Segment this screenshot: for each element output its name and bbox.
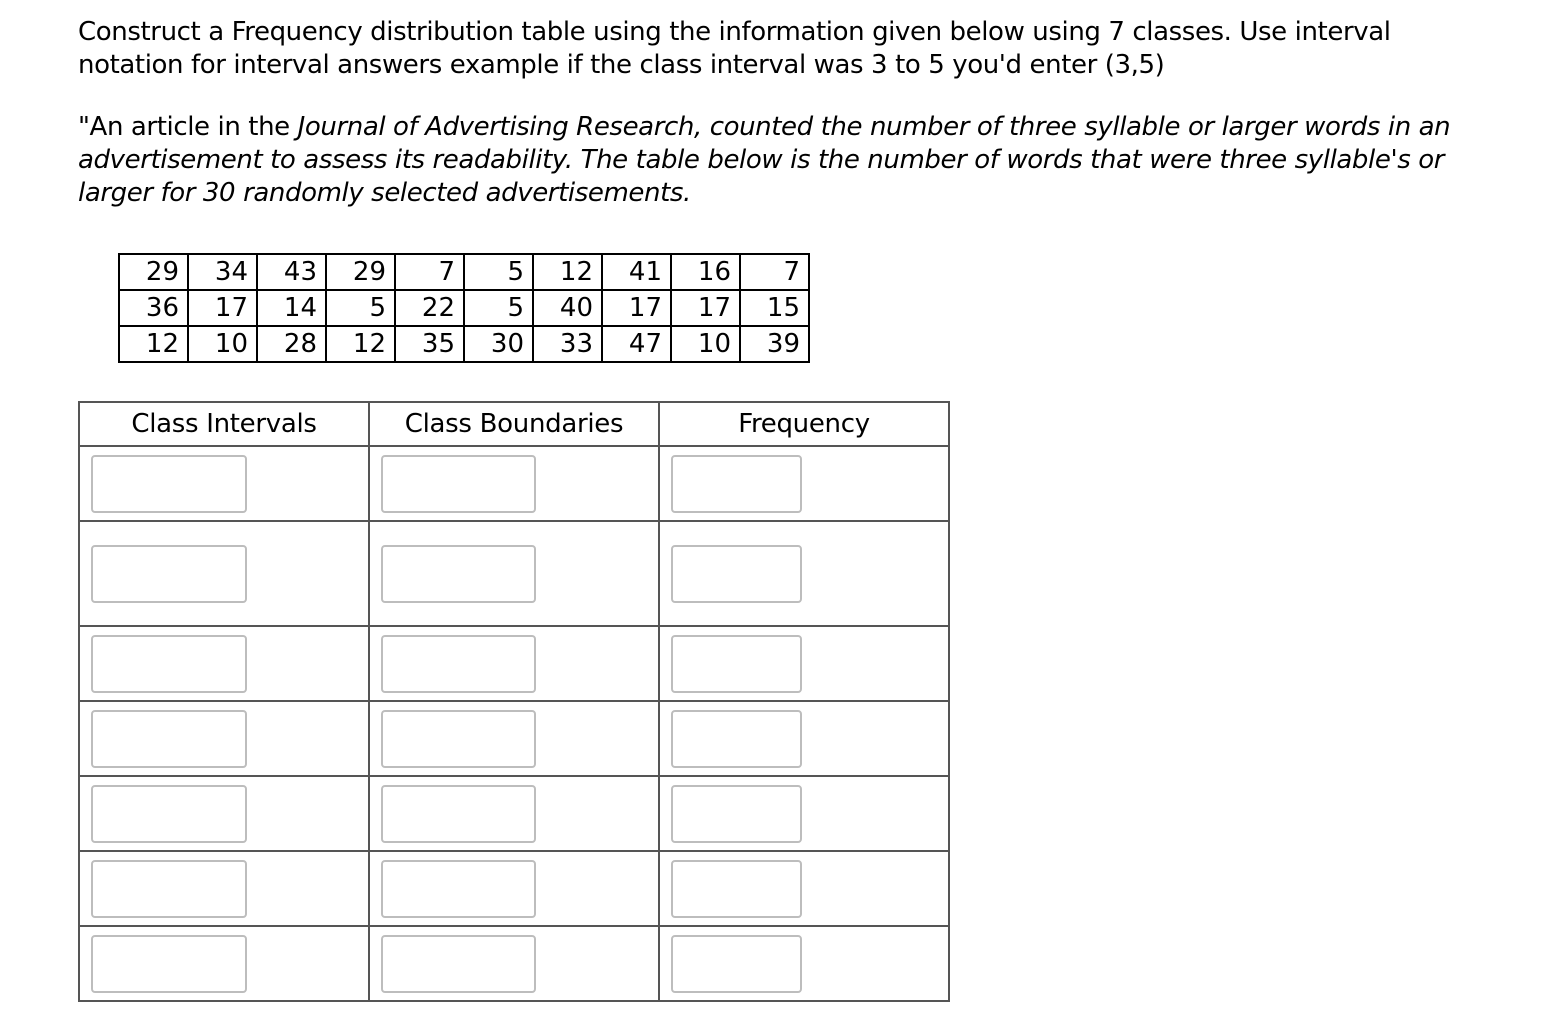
frequency-table-row [79,626,949,701]
frequency-table-cell [79,776,369,851]
data-table-cell: 10 [671,326,740,362]
header-class-boundaries: Class Boundaries [369,402,659,446]
data-table-row [119,254,809,290]
data-table-cell: 33 [533,326,602,362]
data-table-body [119,254,809,362]
frequency-input[interactable] [671,545,802,603]
frequency-table-row [79,521,949,626]
frequency-table-cell [659,776,949,851]
data-table-cell: 12 [533,254,602,290]
frequency-table-row [79,701,949,776]
frequency-table-cell [659,446,949,521]
class-interval-input[interactable] [91,935,247,993]
frequency-table-cell [369,776,659,851]
frequency-input[interactable] [671,860,802,918]
frequency-table-header-row [79,402,949,446]
frequency-input[interactable] [671,935,802,993]
frequency-table-cell [369,446,659,521]
data-table-cell: 29 [119,254,188,290]
data-table-cell: 17 [671,290,740,326]
class-boundary-input[interactable] [381,785,536,843]
data-table-cell: 12 [326,326,395,362]
frequency-table-cell [369,851,659,926]
class-interval-input[interactable] [91,860,247,918]
frequency-table-cell [79,851,369,926]
frequency-table [78,401,950,1002]
frequency-table-cell [659,701,949,776]
class-boundary-input[interactable] [381,710,536,768]
data-table-cell: 35 [395,326,464,362]
data-table-cell: 5 [326,290,395,326]
data-table-cell: 28 [257,326,326,362]
frequency-input[interactable] [671,710,802,768]
frequency-table-body [79,446,949,1001]
class-boundary-input[interactable] [381,455,536,513]
frequency-input[interactable] [671,635,802,693]
data-table-cell: 5 [464,290,533,326]
data-table-cell: 34 [188,254,257,290]
frequency-table-cell [659,521,949,626]
data-table-cell: 14 [257,290,326,326]
data-table-cell: 17 [602,290,671,326]
frequency-table-cell [369,926,659,1001]
data-table-cell: 29 [326,254,395,290]
frequency-table-cell [659,926,949,1001]
data-table-cell: 7 [740,254,809,290]
frequency-table-row [79,446,949,521]
class-interval-input[interactable] [91,455,247,513]
data-table-cell: 39 [740,326,809,362]
data-table-cell: 22 [395,290,464,326]
data-table [118,253,810,363]
class-interval-input[interactable] [91,545,247,603]
data-table-cell: 7 [395,254,464,290]
class-boundary-input[interactable] [381,860,536,918]
frequency-table-row [79,851,949,926]
frequency-input[interactable] [671,455,802,513]
article-italic-text: Journal of Advertising Research, counted the number of three syllable or larger words in an advertisement to assess its readability. The table below is the number of words that were three syllable's or larger for 30 randomly selected advertisements. [78,112,1451,208]
article-prefix: "An article in the [78,112,298,142]
frequency-table-cell [79,926,369,1001]
data-table-cell: 43 [257,254,326,290]
data-table-cell: 17 [188,290,257,326]
data-table-cell: 41 [602,254,671,290]
class-interval-input[interactable] [91,635,247,693]
header-class-intervals: Class Intervals [79,402,369,446]
frequency-table-row [79,926,949,1001]
class-boundary-input[interactable] [381,545,536,603]
data-table-cell: 5 [464,254,533,290]
class-interval-input[interactable] [91,785,247,843]
data-table-cell: 16 [671,254,740,290]
article-text [78,111,1498,210]
instructions-text: Construct a Frequency distribution table using the information given below using 7 classes. Use interval notation for interval answers example if the class interval was 3 to 5 you'd enter (3,5) [78,17,1391,80]
frequency-table-cell [79,701,369,776]
data-table-row [119,326,809,362]
frequency-table-cell [79,521,369,626]
frequency-table-cell [369,626,659,701]
header-frequency: Frequency [659,402,949,446]
frequency-table-cell [659,626,949,701]
data-table-cell: 12 [119,326,188,362]
data-table-cell: 30 [464,326,533,362]
frequency-table-cell [79,626,369,701]
class-boundary-input[interactable] [381,635,536,693]
class-boundary-input[interactable] [381,935,536,993]
frequency-table-cell [369,521,659,626]
data-table-row [119,290,809,326]
data-table-cell: 40 [533,290,602,326]
data-table-cell: 36 [119,290,188,326]
frequency-input[interactable] [671,785,802,843]
class-interval-input[interactable] [91,710,247,768]
data-table-cell: 15 [740,290,809,326]
data-table-cell: 47 [602,326,671,362]
frequency-table-cell [659,851,949,926]
frequency-table-cell [369,701,659,776]
data-table-cell: 10 [188,326,257,362]
frequency-table-cell [79,446,369,521]
frequency-table-row [79,776,949,851]
